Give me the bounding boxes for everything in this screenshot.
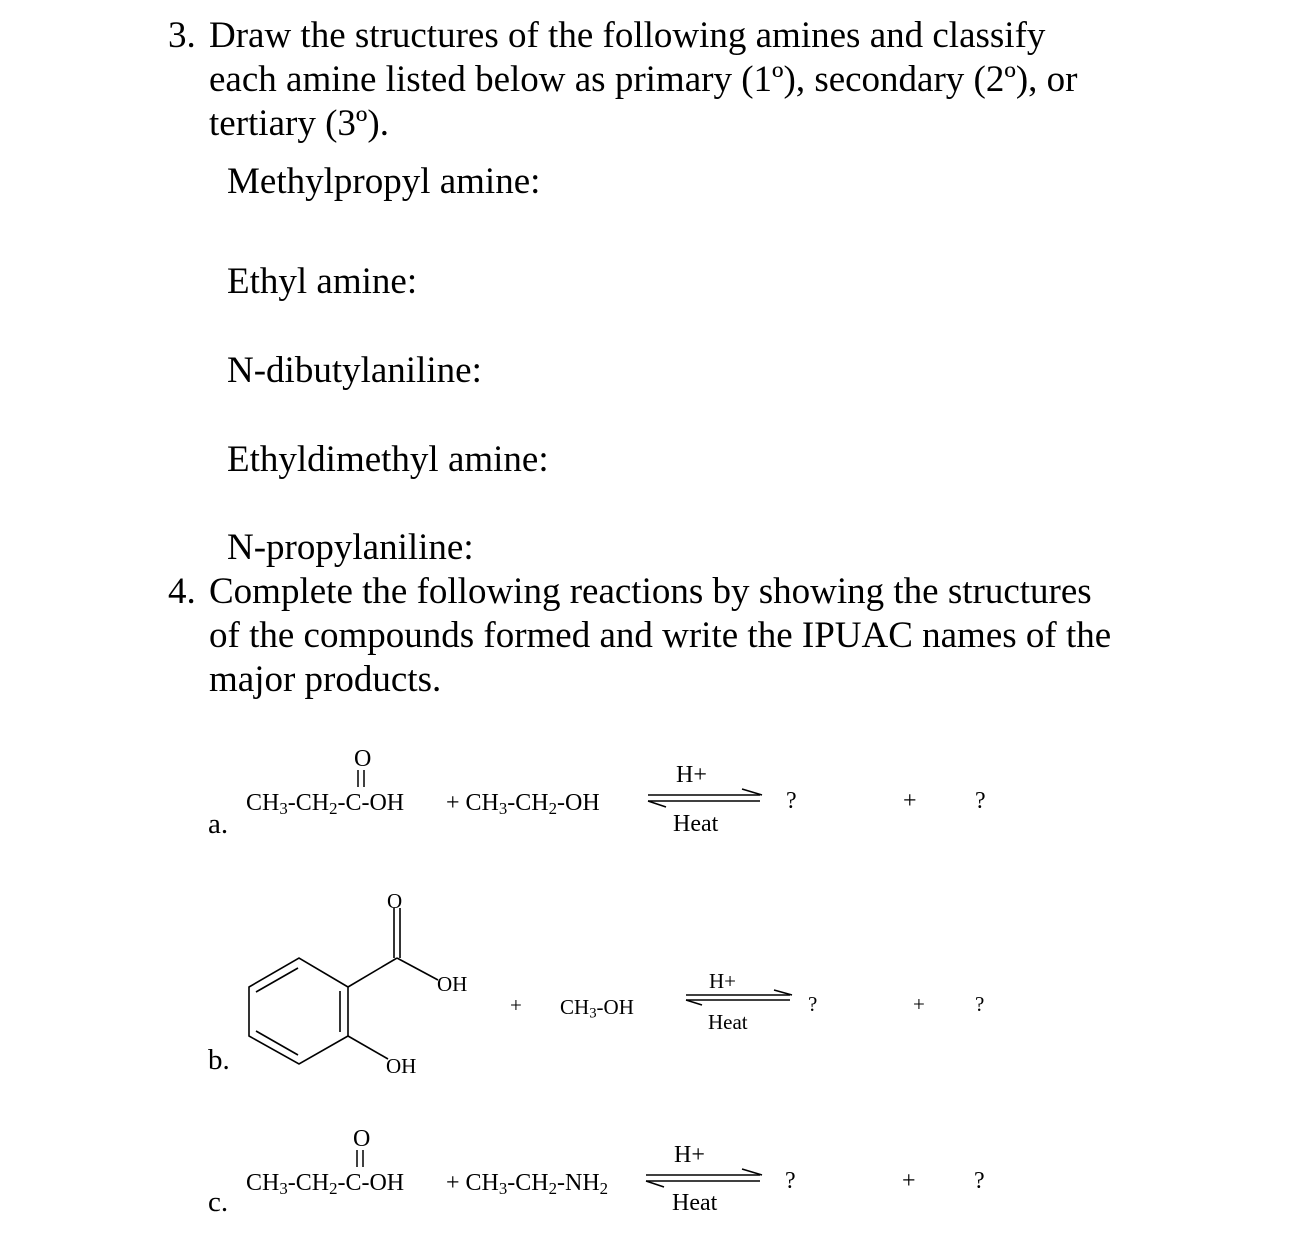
reaction-a-carbonyl-double-bond [358,770,364,787]
reaction-a-condition: Heat [673,811,719,837]
reaction-c-product-1: ? [785,1168,796,1194]
reaction-c-equilibrium-arrow [646,1169,762,1187]
reaction-c-label: c. [208,1186,229,1218]
reaction-a-product-1: ? [786,788,797,814]
reaction-a-plus: + [903,788,917,814]
amine-ethyldimethyl: Ethyldimethyl amine: [227,439,549,480]
q3-line-1: Draw the structures of the following amines and classify [209,15,1046,56]
reaction-c-condition: Heat [672,1190,718,1216]
reaction-b-plus: + [913,992,925,1016]
reaction-c-plus: + [902,1168,916,1194]
q3-line-2: each amine listed below as primary (1º), secondary (2º), or [209,59,1078,100]
reaction-c-catalyst: H+ [674,1142,705,1168]
q4-number: 4. [168,571,196,612]
amine-n-dibutylaniline: N-dibutylaniline: [227,350,482,391]
reaction-b-carbonyl-oxygen: O [387,889,403,913]
reaction-a-reactant-acid: $CH_3-CH_2-C-OH$ [246,790,405,819]
q4-line-3: major products. [209,659,442,700]
amine-n-propylaniline: N-propylaniline: [227,527,474,568]
q3-line-3: tertiary (3º). [209,103,389,144]
reaction-a-label: a. [208,808,229,840]
reaction-c-reactant-acid: $CH_3-CH_2-C-OH$ [246,1170,405,1199]
q4-line-2: of the compounds formed and write the IPUAC names of the [209,615,1112,656]
reaction-b-catalyst: H+ [709,969,737,993]
reaction-b-reactant-methanol: $CH_3-OH$ [560,995,634,1022]
reaction-c-reactant-ethylamine: + $CH_3-CH_2-NH_2$ [446,1170,609,1199]
reaction-c-carbonyl-oxygen: O [353,1126,371,1152]
reaction-c-carbonyl-double-bond [357,1150,363,1167]
reaction-b-plus-reactant: + [510,993,522,1017]
reaction-c-product-2: ? [974,1168,985,1194]
reaction-a-equilibrium-arrow [648,789,762,807]
reaction-a-product-2: ? [975,788,986,814]
reaction-b-label: b. [208,1044,230,1076]
reaction-b-product-1: ? [808,992,818,1016]
reaction-b-oh-phenol: OH [386,1054,417,1078]
q3-number: 3. [168,15,196,56]
reaction-b-condition: Heat [708,1010,748,1034]
amine-methylpropyl: Methylpropyl amine: [227,161,541,202]
reaction-b-product-2: ? [975,992,985,1016]
q4-line-1: Complete the following reactions by showing the structures [209,571,1092,612]
reaction-a-carbonyl-oxygen: O [354,746,372,772]
reaction-a-reactant-alcohol: + $CH_3-CH_2-OH$ [446,790,600,819]
reaction-b-equilibrium-arrow [686,990,792,1005]
reaction-b-salicylic-acid-structure [249,908,438,1064]
amine-ethyl: Ethyl amine: [227,261,418,302]
reaction-b-oh-acid: OH [437,972,468,996]
reaction-a-catalyst: H+ [676,762,707,788]
